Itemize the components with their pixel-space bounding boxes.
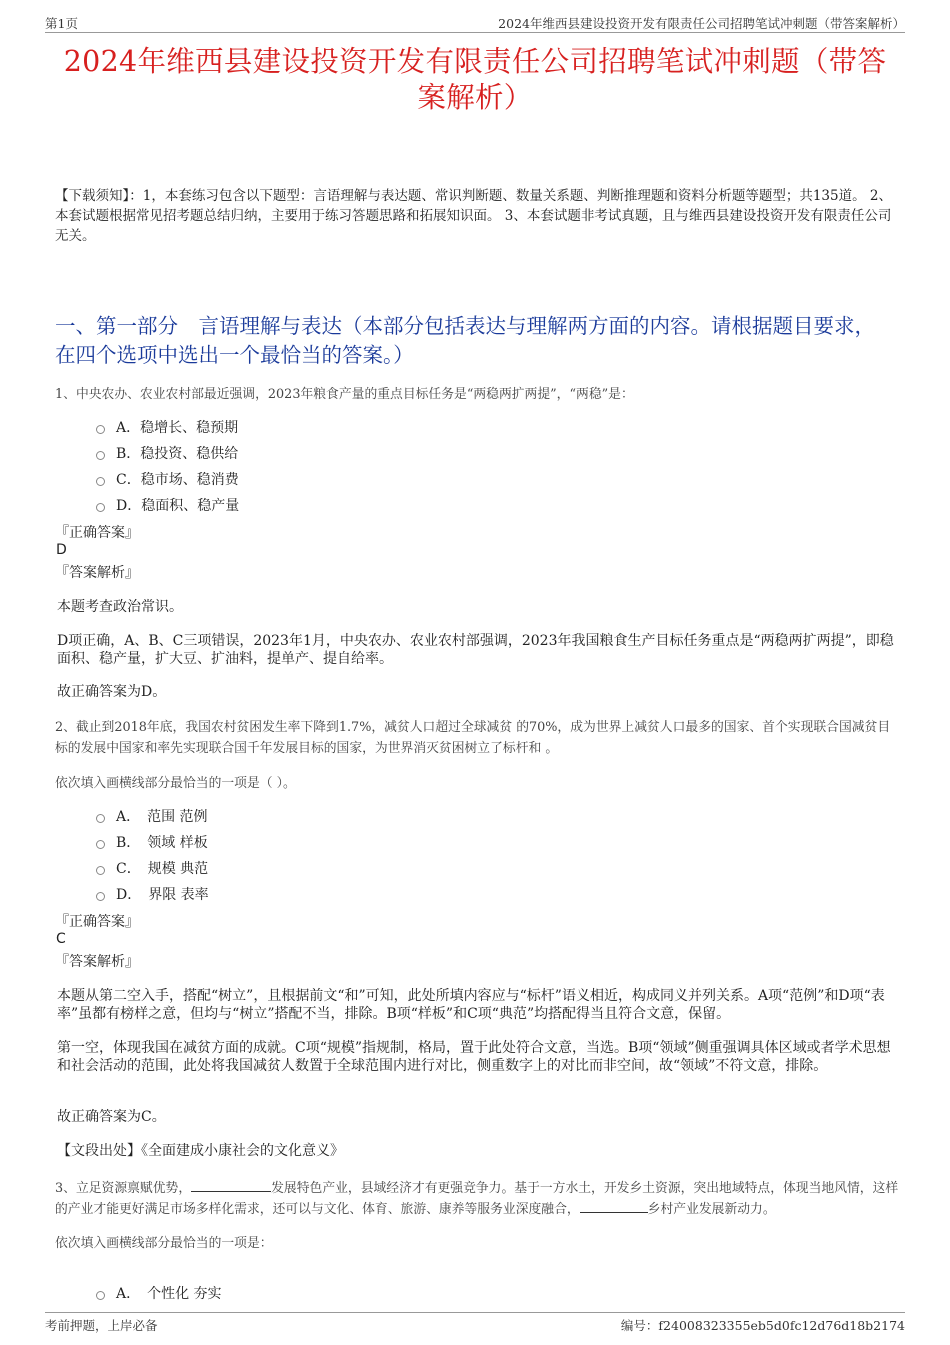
q2-answer: C [56,931,66,947]
header-doc-title: 2024年维西县建设投资开发有限责任公司招聘笔试冲刺题（带答案解析） [498,16,905,31]
radio-icon[interactable] [96,840,105,849]
q1-analysis-label: 『答案解析』 [55,565,139,581]
q1-analysis-1: 本题考查政治常识。 [57,599,183,615]
document-title: 2024年维西县建设投资开发有限责任公司招聘笔试冲刺题（带答案解析） [63,45,887,114]
q2-analysis-3: 故正确答案为C。 [57,1109,166,1125]
radio-icon[interactable] [96,451,105,460]
page-footer [45,1312,905,1335]
question-1-stem: 1、中央农办、农业农村部最近强调，2023年粮食产量的重点目标任务是“两稳两扩两提”，“两稳”是： [55,387,634,402]
radio-icon[interactable] [96,477,105,486]
q2-analysis-1: 本题从第二空入手，搭配“树立”，且根据前文“和”可知，此处所填内容应与“标杆”语义相近，构成同义并列关系。A项“范例”和D项“表率”虽都有榜样之意，但均与“树立”搭配不当，排除。B项“样板”和C项“典范”均搭配得当且符合文意，保留。 [57,988,885,1022]
footer-slogan: 考前押题，上岸必备 [45,1318,158,1333]
q2-prompt: 依次填入画横线部分最恰当的一项是（ ）。 [55,776,296,791]
radio-icon[interactable] [96,1291,105,1300]
radio-icon[interactable] [96,425,105,434]
download-notice: 【下载须知】：1，本套练习包含以下题型：言语理解与表达题、常识判断题、数量关系题、判断推理题和资料分析题等题型；共135道。 2、本套试题根据常见招考题总结归纳，主要用于练习答题思路和拓展知识面。 3、本套试题非考试真题，且与维西县建设投资开发有限责任公司无关。 [55,188,892,244]
radio-icon[interactable] [96,892,105,901]
fill-blank-2[interactable] [580,1200,648,1213]
section-heading: 一、第一部分 言语理解与表达（本部分包括表达与理解两方面的内容。请根据题目要求，在四个选项中选出一个最恰当的答案。） [55,314,875,367]
q3-prompt: 依次填入画横线部分最恰当的一项是： [55,1236,273,1251]
q2-analysis-label: 『答案解析』 [55,954,139,970]
question-2-stem: 2、截止到2018年底，我国农村贫困发生率下降到1.7%，减贫人口超过全球减贫 的70%，成为世界上减贫人口最多的国家、首个实现联合国减贫目标的发展中国家和率先实现联合国千年发展目标的国家，为世界消灭贫困树立了标杆和 。 [55,720,891,756]
question-3-stem: 3、立足资源禀赋优势， 发展特色产业，县域经济才有更强竞争力。基于一方水土，开发乡土资源，突出地域特点，体现当地风情，这样的产业才能更好满足市场多样化需求，还可以与文化、体育、旅游、康养等服务业深度融合， 乡村产业发展新动力。 [55,1181,899,1217]
radio-icon[interactable] [96,866,105,875]
fill-blank-1[interactable] [191,1179,271,1192]
q2-answer-label: 『正确答案』 [55,914,139,930]
radio-icon[interactable] [96,814,105,823]
page-header [45,12,905,33]
q2-source: 【文段出处】《全面建成小康社会的文化意义》 [57,1143,344,1159]
q2-analysis-2: 第一空，体现我国在减贫方面的成就。C项“规模”指规制，格局，置于此处符合文意，当选。B项“领域”侧重强调具体区域或者学术思想和社会活动的范围，此处将我国减贫人数置于全球范围内进行对比，侧重数字上的对比而非空间，故“领域”不符文意，排除。 [57,1040,891,1074]
q1-analysis-3: 故正确答案为D。 [57,684,167,700]
q1-analysis-2: D项正确，A、B、C三项错误，2023年1月，中央农办、农业农村部强调，2023年我国粮食生产目标任务重点是“两稳两扩两提”，即稳面积、稳产量，扩大豆、扩油料，提单产、提自给率。 [57,633,894,667]
page-number: 第1页 [45,16,78,31]
q1-answer: D [56,542,67,558]
radio-icon[interactable] [96,503,105,512]
q1-answer-label: 『正确答案』 [55,525,139,541]
footer-code: 编号：f24008323355eb5d0fc12d76d18b2174 [620,1318,905,1333]
